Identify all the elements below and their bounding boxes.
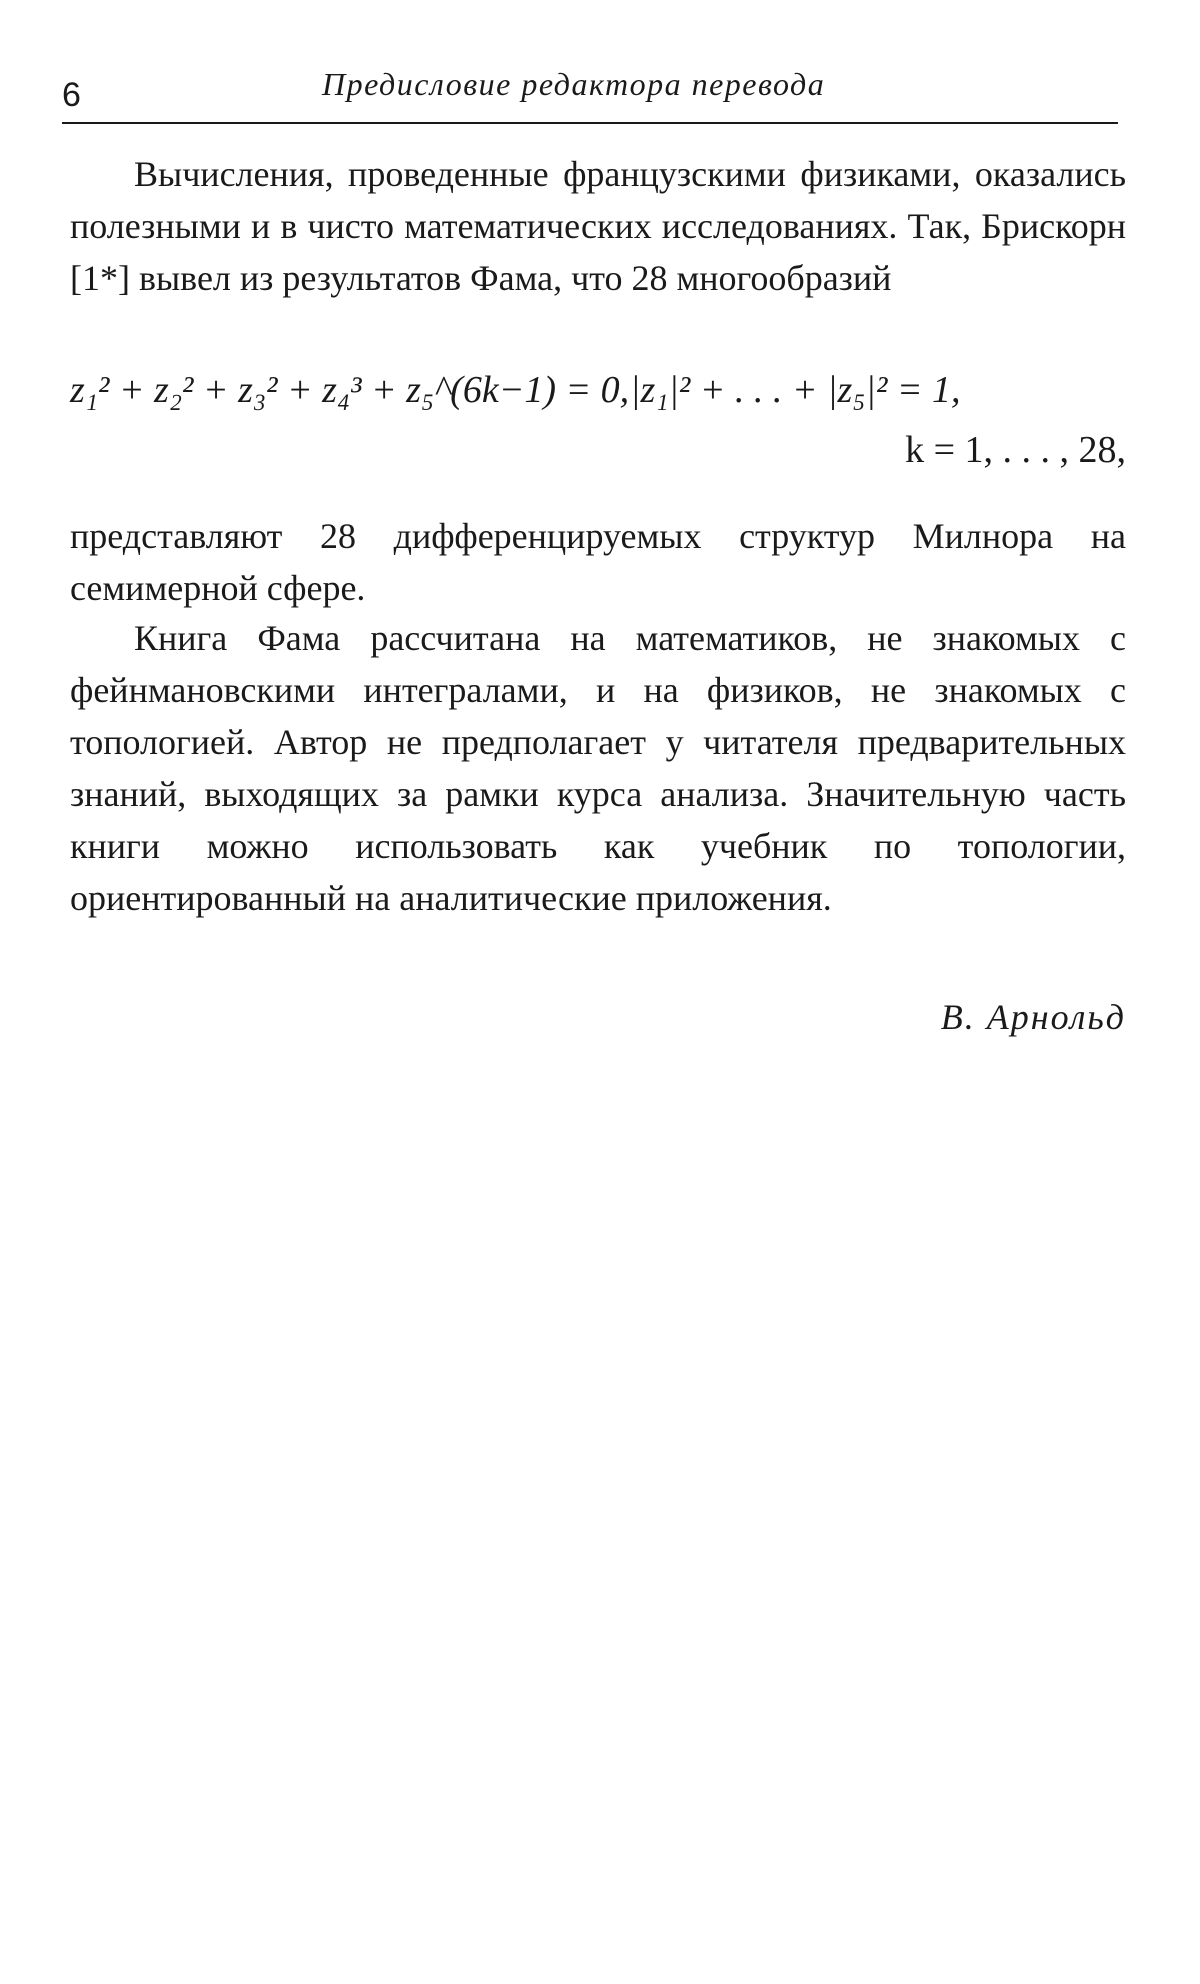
author-signature: В. Арнольд xyxy=(940,997,1126,1037)
header-rule xyxy=(62,122,1118,124)
formula-equation xyxy=(70,368,629,412)
formula-line-1 xyxy=(70,368,1126,424)
formula-normalization-text: |z₁|² + . . . + |z₅|² = 1, xyxy=(630,369,961,411)
formula-range-text: k = 1, . . . , 28, xyxy=(905,429,1126,471)
paragraph-3: Книга Фама рассчитана на математиков, не знакомых с фейнмановскими интегралами, и на физиков, не знакомых с топологией. Автор не предполагает у читателя предварительных знаний, выходящих за рамки курса анализа. Значительную часть книги можно использовать как учебник по топологии, ориентированный на аналитические приложения. xyxy=(70,618,1126,918)
formula-normalization xyxy=(630,368,961,412)
formula-range xyxy=(905,428,1126,472)
running-head: Предисловие редактора перевода xyxy=(322,66,826,102)
paragraph-1: Вычисления, проведенные французскими физиками, оказались полезными и в чисто математических исследованиях. Так, Брискорн [1*] вывел из результатов Фама, что 28 многообразий xyxy=(70,154,1126,298)
formula-equation-text: z₁² + z₂² + z₃² + z₄³ + z₅^(6k−1) = 0, xyxy=(70,369,630,411)
paragraph-2: представляют 28 дифференцируемых структур Милнора на семимерной сфере. xyxy=(70,516,1126,608)
page-header xyxy=(62,60,1118,124)
page-number: 6 xyxy=(62,76,81,114)
